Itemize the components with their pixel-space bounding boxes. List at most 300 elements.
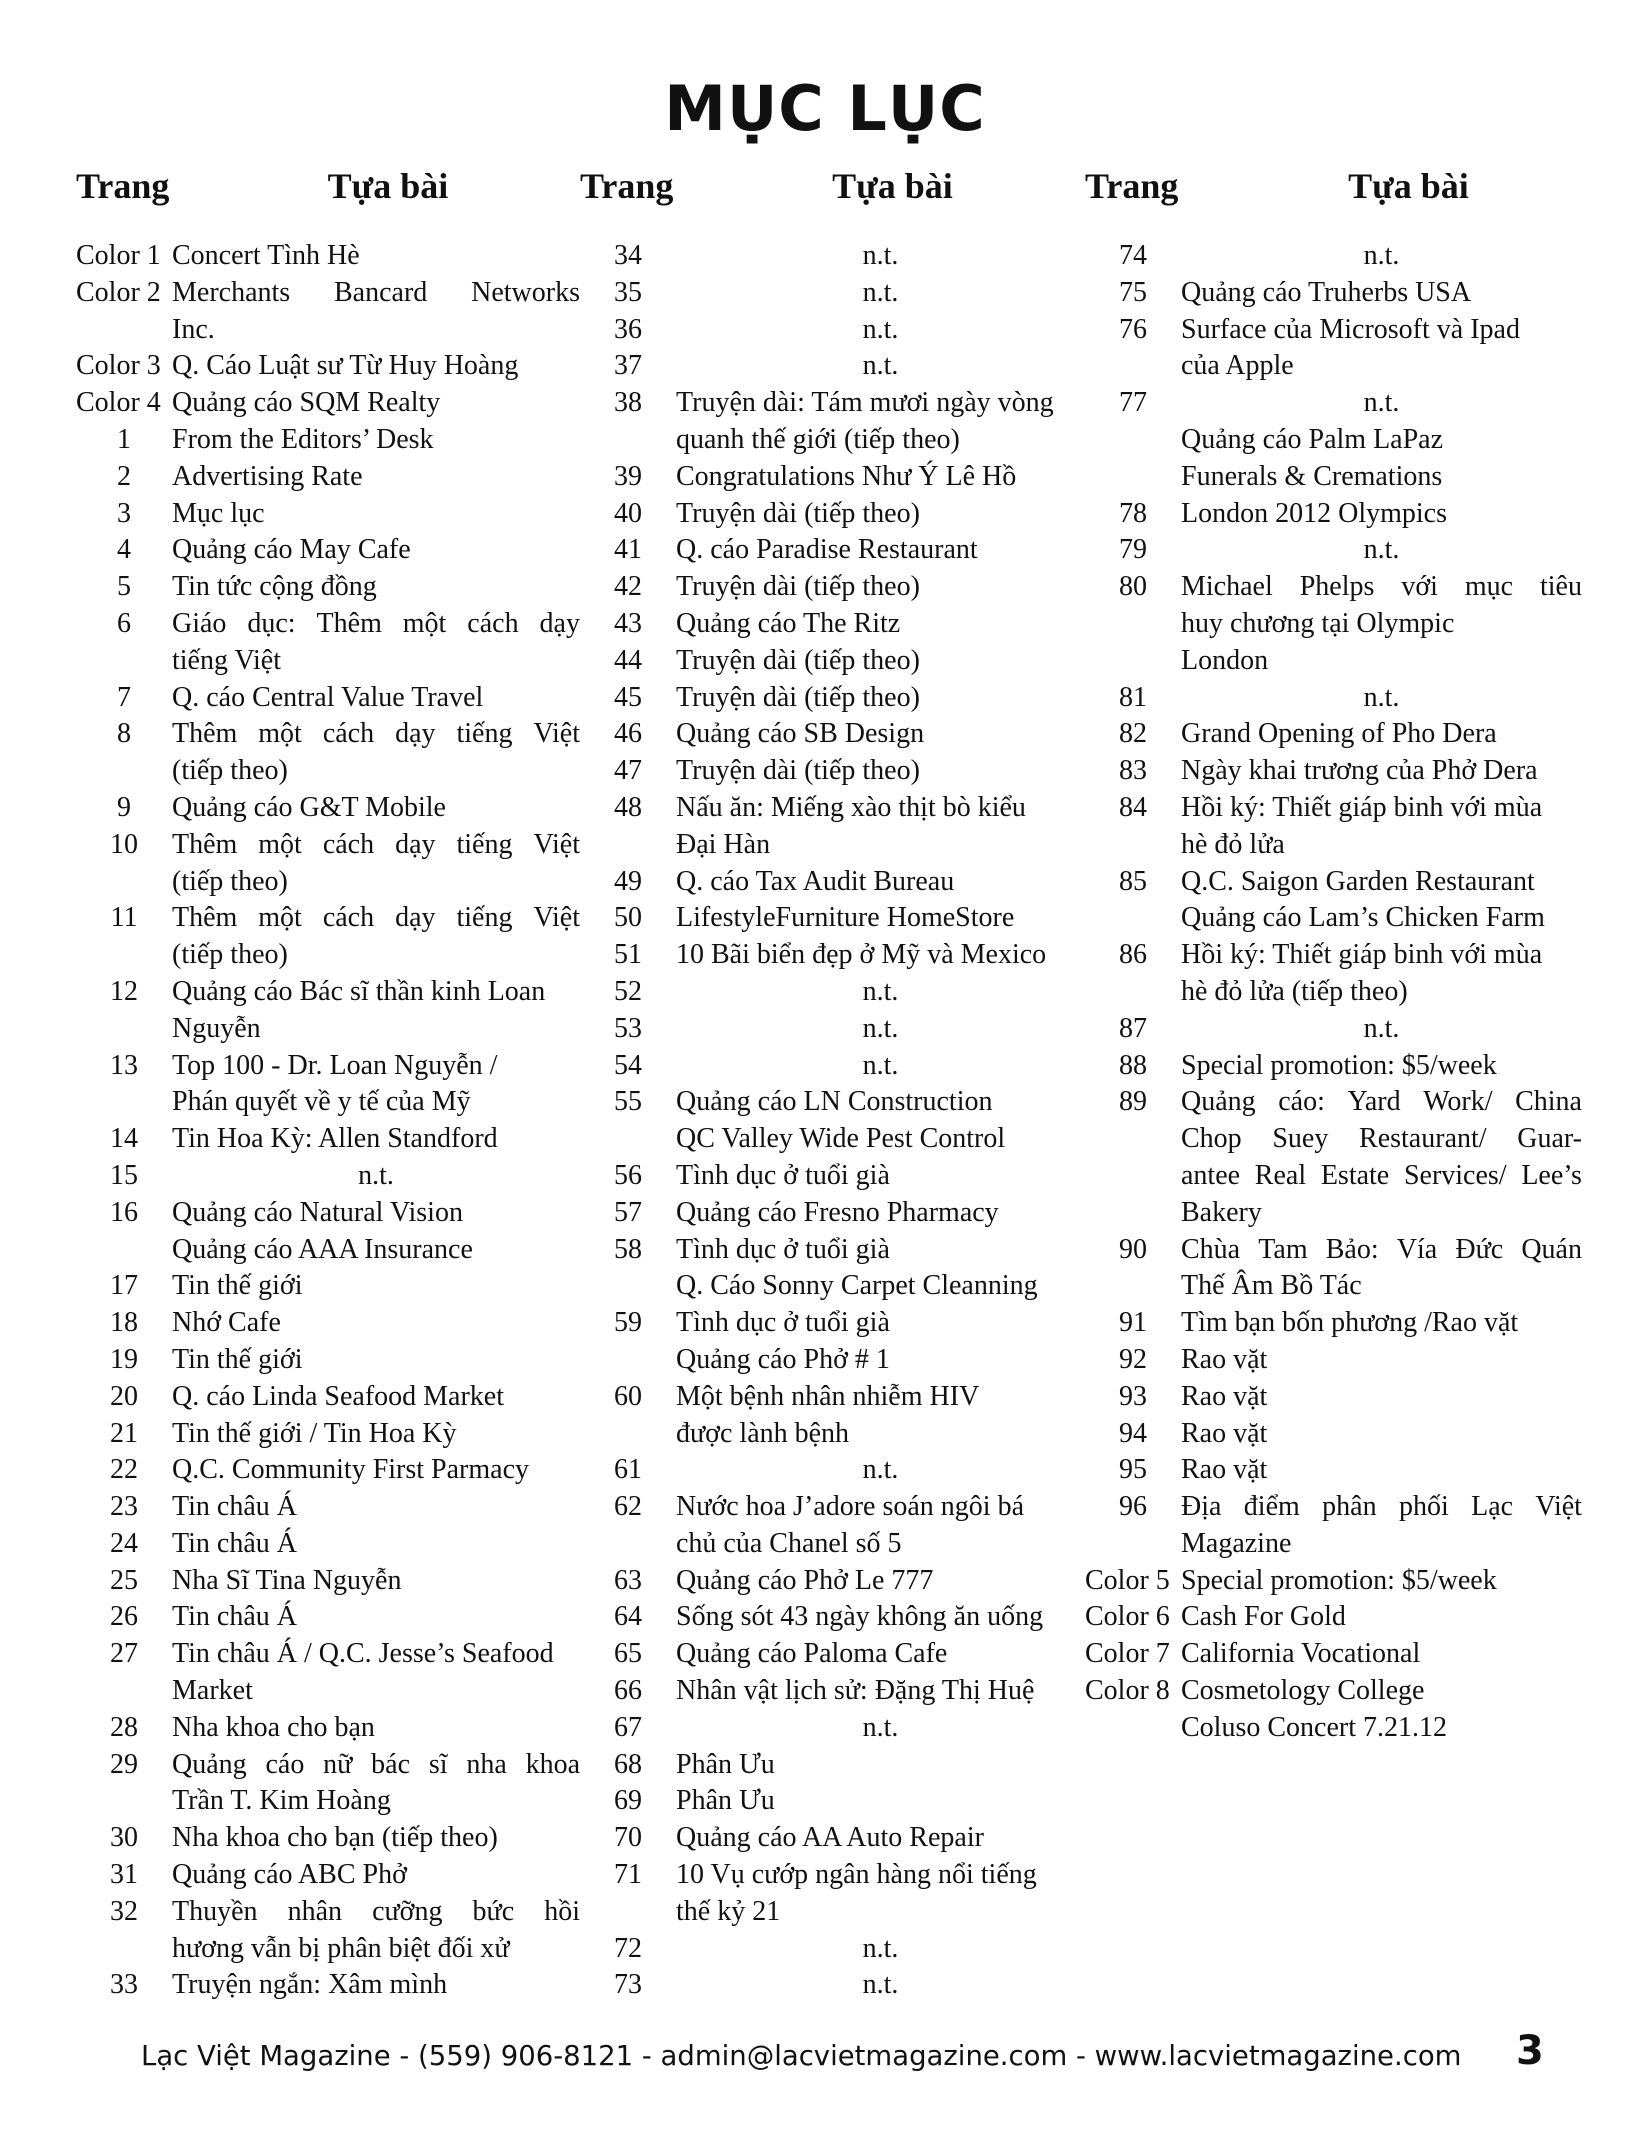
toc-page-number: Color 2 (76, 276, 161, 308)
toc-entry (580, 1048, 1085, 1085)
toc-entry (1085, 1416, 1582, 1453)
toc-page-number: 33 (110, 1969, 138, 2001)
toc-title: Funerals & Cremations (1181, 460, 1443, 492)
toc-entry (580, 1379, 1085, 1416)
toc-title: London (1181, 644, 1269, 676)
toc-title: Quảng cáo May Cafe (172, 534, 411, 566)
toc-entry (76, 1416, 580, 1453)
toc-page-number (580, 1894, 676, 1931)
toc-title: Phân Ưu (676, 1748, 775, 1780)
toc-title: Rao vặt (1181, 1417, 1268, 1449)
toc-page-number: 82 (1119, 718, 1147, 750)
toc-title: n.t. (862, 276, 899, 308)
toc-title: Địa điểm phân phối Lạc Việt (1181, 1491, 1582, 1523)
toc-page-number: 20 (110, 1380, 138, 1412)
toc-page-number: 11 (110, 902, 138, 934)
toc-page-number: 35 (614, 276, 642, 308)
toc-title: Rao vặt (1181, 1454, 1268, 1486)
toc-entry (580, 1342, 1085, 1379)
toc-title: (tiếp theo) (172, 755, 288, 787)
toc-title: From the Editors’ Desk (172, 423, 434, 455)
toc-entry (76, 1526, 580, 1563)
toc-entry (1085, 1158, 1582, 1195)
toc-page-number: 72 (614, 1932, 642, 1964)
toc-entry (76, 1820, 580, 1857)
toc-entry (580, 974, 1085, 1011)
toc-page-number (76, 1931, 172, 1968)
toc-entry (1085, 1599, 1582, 1636)
toc-title: n.t. (862, 1049, 899, 1081)
toc-page-number: 88 (1119, 1049, 1147, 1081)
toc-entry (76, 900, 580, 937)
toc-title: Quảng cáo The Ritz (676, 607, 901, 639)
toc-entry (580, 1563, 1085, 1600)
toc-page-number: 28 (110, 1711, 138, 1743)
toc-page-number (1085, 422, 1181, 459)
toc-title: n.t. (862, 350, 899, 382)
toc-entry (76, 348, 580, 385)
toc-page-number (76, 937, 172, 974)
toc-title: Hồi ký: Thiết giáp binh với mùa (1181, 939, 1543, 971)
toc-page-number (76, 864, 172, 901)
toc-page-number: 95 (1119, 1454, 1147, 1486)
toc-title: Truyện dài (tiếp theo) (676, 497, 920, 529)
toc-title: n.t. (1363, 1012, 1400, 1044)
toc-entry (580, 459, 1085, 496)
toc-entry (580, 790, 1085, 827)
toc-entry (76, 1342, 580, 1379)
toc-entry (580, 1121, 1085, 1158)
toc-page-number: 30 (110, 1822, 138, 1854)
toc-title: Tin châu Á / Q.C. Jesse’s Seafood (172, 1638, 554, 1670)
toc-title: Merchants Bancard Networks (172, 276, 580, 308)
toc-page-number: 31 (110, 1859, 138, 1891)
toc-title: Truyện ngắn: Xâm mình (172, 1969, 448, 2001)
toc-page-number (580, 1342, 676, 1379)
toc-column-1 (76, 156, 580, 2004)
page-number: 3 (1516, 2028, 1544, 2074)
toc-page-number (580, 1268, 676, 1305)
toc-page-number: Color 8 (1085, 1675, 1170, 1707)
toc-entry (76, 1084, 580, 1121)
toc-title: Quảng cáo ABC Phở (172, 1859, 407, 1891)
toc-page-number: 7 (117, 681, 131, 713)
toc-page-number: Color 7 (1085, 1638, 1170, 1670)
toc-title: Nước hoa J’adore soán ngôi bá (676, 1491, 1024, 1523)
toc-page-number: 44 (614, 644, 642, 676)
toc-page-number: 61 (614, 1454, 642, 1486)
toc-page-number: 22 (110, 1454, 138, 1486)
toc-entry (1085, 1048, 1582, 1085)
toc-entry (580, 312, 1085, 349)
toc-title: Tình dục ở tuổi già (676, 1233, 890, 1265)
toc-title: Truyện dài (tiếp theo) (676, 571, 920, 603)
toc-page-number: 14 (110, 1123, 138, 1155)
toc-page-number (76, 1011, 172, 1048)
toc-page-number: 79 (1119, 534, 1147, 566)
toc-page-number: 38 (614, 387, 642, 419)
toc-entry (76, 864, 580, 901)
toc-page-number: 51 (614, 939, 642, 971)
toc-entry (76, 312, 580, 349)
column-header (580, 156, 1085, 216)
toc-entry (580, 827, 1085, 864)
toc-entry (580, 348, 1085, 385)
toc-page-number: 5 (117, 571, 131, 603)
toc-title: Quảng cáo Lam’s Chicken Farm (1181, 902, 1545, 934)
toc-page-number: 19 (110, 1343, 138, 1375)
toc-entry (76, 422, 580, 459)
toc-page-number: 39 (614, 460, 642, 492)
toc-page-number: 17 (110, 1270, 138, 1302)
toc-page-number: 64 (614, 1601, 642, 1633)
toc-entry (76, 1747, 580, 1784)
toc-page-number: 13 (110, 1049, 138, 1081)
toc-title: Tin châu Á (172, 1601, 297, 1633)
toc-page-number (1085, 1268, 1181, 1305)
toc-entry (580, 1599, 1085, 1636)
toc-title: hè đỏ lửa (1181, 828, 1285, 860)
toc-entry (580, 238, 1085, 275)
toc-page-number: 89 (1119, 1086, 1147, 1118)
toc-entry (580, 1894, 1085, 1931)
toc-entry (76, 275, 580, 312)
toc-title: QC Valley Wide Pest Control (676, 1123, 1006, 1155)
toc-title: Michael Phelps với mục tiêu (1181, 571, 1582, 603)
toc-page-number: 26 (110, 1601, 138, 1633)
toc-page-number: 47 (614, 755, 642, 787)
toc-title: Quảng cáo Fresno Pharmacy (676, 1196, 999, 1228)
toc-title: London 2012 Olympics (1181, 497, 1447, 529)
toc-page-number: 27 (110, 1638, 138, 1670)
toc-title: n.t. (862, 975, 899, 1007)
toc-title: Truyện dài: Tám mươi ngày vòng (676, 387, 1054, 419)
toc-page-number: 71 (614, 1859, 642, 1891)
toc-entry (76, 1489, 580, 1526)
toc-page-number: 49 (614, 865, 642, 897)
toc-title: Tin châu Á (172, 1527, 297, 1559)
toc-title: n.t. (358, 1159, 394, 1191)
toc-page-number (1085, 459, 1181, 496)
toc-rows (76, 238, 580, 2004)
toc-entry (1085, 680, 1582, 717)
toc-entry (76, 1232, 580, 1269)
toc-title: Một bệnh nhân nhiễm HIV (676, 1380, 980, 1412)
toc-page-number (76, 1232, 172, 1269)
page-title: MỤC LỤC (664, 72, 986, 145)
toc-page-number: 83 (1119, 755, 1147, 787)
toc-entry (580, 422, 1085, 459)
toc-title: Advertising Rate (172, 460, 363, 492)
toc-entry (1085, 532, 1582, 569)
toc-entry (580, 1232, 1085, 1269)
toc-entry (1085, 1563, 1582, 1600)
toc-title: Quảng cáo Bác sĩ thần kinh Loan (172, 975, 546, 1007)
toc-page-number: 74 (1119, 240, 1147, 271)
toc-entry (580, 1967, 1085, 2004)
toc-entry (1085, 1452, 1582, 1489)
toc-page-number: Color 4 (76, 387, 161, 419)
toc-title: Congratulations Như Ý Lê Hồ (676, 460, 1017, 492)
toc-entry (1085, 716, 1582, 753)
toc-entry (76, 1048, 580, 1085)
toc-entry (76, 1195, 580, 1232)
toc-title: Giáo dục: Thêm một cách dạy (172, 607, 580, 639)
toc-page-number (580, 1121, 676, 1158)
toc-title: tiếng Việt (172, 644, 282, 676)
toc-title: Tin thế giới (172, 1270, 303, 1302)
toc-title: Tin châu Á (172, 1491, 297, 1523)
toc-page-number: 92 (1119, 1343, 1147, 1375)
header-title-label: Tựa bài (1348, 166, 1469, 206)
toc-page-number (1085, 1195, 1181, 1232)
toc-title: Chop Suey Restaurant/ Guar- (1181, 1123, 1582, 1155)
toc-page-number: 32 (110, 1895, 138, 1927)
toc-title: Thuyền nhân cưỡng bức hồi (172, 1895, 580, 1927)
toc-page-number: 54 (614, 1049, 642, 1081)
toc-entry (76, 937, 580, 974)
toc-page-number: 57 (614, 1196, 642, 1228)
toc-entry (580, 1268, 1085, 1305)
toc-title: Special promotion: $5/week (1181, 1564, 1497, 1596)
toc-title: Quảng cáo LN Construction (676, 1086, 993, 1118)
toc-entry (580, 900, 1085, 937)
toc-title: Trần T. Kim Hoàng (172, 1785, 391, 1817)
toc-title: Chùa Tam Bảo: Vía Đức Quán (1181, 1233, 1582, 1265)
toc-title: Ngày khai trương của Phở Dera (1181, 755, 1538, 787)
toc-entry (1085, 1636, 1582, 1673)
toc-entry (1085, 606, 1582, 643)
toc-title: n.t. (1363, 681, 1400, 713)
toc-entry (580, 1158, 1085, 1195)
toc-title: 10 Vụ cướp ngân hàng nổi tiếng (676, 1859, 1037, 1891)
toc-entry (580, 1636, 1085, 1673)
toc-entry (580, 1673, 1085, 1710)
toc-title: được lành bệnh (676, 1417, 850, 1449)
toc-title: Market (172, 1675, 253, 1707)
toc-page-number: 12 (110, 975, 138, 1007)
toc-page-number (1085, 900, 1181, 937)
toc-title: Q. cáo Central Value Travel (172, 681, 484, 713)
toc-title: Hồi ký: Thiết giáp binh với mùa (1181, 791, 1543, 823)
toc-title: Tìm bạn bốn phương /Rao vặt (1181, 1307, 1519, 1339)
toc-entry (580, 532, 1085, 569)
toc-entry (1085, 312, 1582, 349)
toc-entry (76, 385, 580, 422)
toc-entry (1085, 1526, 1582, 1563)
header-page-label: Trang (1085, 166, 1179, 206)
toc-entry (1085, 422, 1582, 459)
toc-title: California Vocational (1181, 1638, 1421, 1670)
toc-title: n.t. (862, 313, 899, 345)
toc-title: Thêm một cách dạy tiếng Việt (172, 718, 580, 750)
toc-title: Special promotion: $5/week (1181, 1049, 1497, 1081)
toc-title: hương vẫn bị phân biệt đối xử (172, 1932, 510, 1964)
column-header (1085, 156, 1582, 216)
toc-title: Nấu ăn: Miếng xào thịt bò kiểu (676, 791, 1026, 823)
toc-page-number (580, 827, 676, 864)
toc-entry (580, 385, 1085, 422)
toc-page-number: 40 (614, 497, 642, 529)
toc-page-number (76, 1783, 172, 1820)
toc-page-number (1085, 348, 1181, 385)
toc-entry (580, 1452, 1085, 1489)
toc-entry (580, 569, 1085, 606)
toc-title: Q. cáo Linda Seafood Market (172, 1380, 504, 1412)
toc-page-number: 16 (110, 1196, 138, 1228)
toc-title: Quảng cáo SB Design (676, 718, 925, 750)
toc-entry (1085, 1305, 1582, 1342)
toc-title: Q. cáo Tax Audit Bureau (676, 865, 955, 897)
toc-title: Rao vặt (1181, 1380, 1268, 1412)
toc-title: quanh thế giới (tiếp theo) (676, 423, 960, 455)
toc-page-number: 81 (1119, 681, 1147, 713)
toc-title: Đại Hàn (676, 828, 771, 860)
toc-entry (1085, 385, 1582, 422)
toc-title: Quảng cáo Paloma Cafe (676, 1638, 948, 1670)
toc-entry (1085, 459, 1582, 496)
column-header (76, 156, 580, 216)
toc-title: Cash For Gold (1181, 1601, 1346, 1633)
toc-page-number (1085, 827, 1181, 864)
toc-title: Rao vặt (1181, 1343, 1268, 1375)
toc-title: Mục lục (172, 497, 265, 529)
toc-entry (76, 680, 580, 717)
toc-title: thế kỷ 21 (676, 1895, 781, 1927)
toc-page-number: 29 (110, 1748, 138, 1780)
toc-rows (1085, 238, 1582, 1747)
toc-entry (76, 1305, 580, 1342)
toc-entry (76, 716, 580, 753)
toc-page-number: 56 (614, 1159, 642, 1191)
toc-entry (76, 1857, 580, 1894)
toc-page-number: 15 (110, 1159, 138, 1191)
toc-page-number: 87 (1119, 1012, 1147, 1044)
toc-entry (76, 569, 580, 606)
toc-entry (1085, 937, 1582, 974)
toc-entry (76, 1452, 580, 1489)
toc-entry (580, 643, 1085, 680)
toc-title: chủ của Chanel số 5 (676, 1527, 902, 1559)
toc-page-number: 41 (614, 534, 642, 566)
toc-title: Q. Cáo Sonny Carpet Cleanning (676, 1270, 1038, 1302)
toc-entry (76, 1931, 580, 1968)
toc-title: Q. Cáo Luật sư Từ Huy Hoàng (172, 350, 519, 382)
toc-title: Bakery (1181, 1196, 1262, 1228)
toc-entry (76, 1563, 580, 1600)
toc-page-number: 96 (1119, 1491, 1147, 1523)
toc-entry (580, 606, 1085, 643)
toc-title: Tin thế giới / Tin Hoa Kỳ (172, 1417, 457, 1449)
toc-title: Nguyễn (172, 1012, 261, 1044)
toc-title: Nha khoa cho bạn (tiếp theo) (172, 1822, 498, 1854)
toc-entry (76, 459, 580, 496)
toc-title: n.t. (862, 1454, 899, 1486)
toc-title: n.t. (1363, 240, 1400, 271)
toc-page-number: 91 (1119, 1307, 1147, 1339)
toc-entry (580, 1820, 1085, 1857)
toc-page-number: 8 (117, 718, 131, 750)
toc-entry (1085, 275, 1582, 312)
toc-page-number: 3 (117, 497, 131, 529)
toc-page-number: 42 (614, 571, 642, 603)
toc-title: Quảng cáo Natural Vision (172, 1196, 463, 1228)
toc-entry (580, 1783, 1085, 1820)
toc-entry (1085, 1084, 1582, 1121)
toc-title: n.t. (1363, 534, 1400, 566)
toc-title: Q.C. Saigon Garden Restaurant (1181, 865, 1535, 897)
toc-entry (580, 1747, 1085, 1784)
toc-title: Tình dục ở tuổi già (676, 1307, 890, 1339)
toc-title: huy chương tại Olympic (1181, 607, 1455, 639)
toc-entry (1085, 1011, 1582, 1048)
toc-title: Nhớ Cafe (172, 1307, 281, 1339)
toc-title: n.t. (862, 1711, 899, 1743)
toc-page-number: 1 (117, 423, 131, 455)
toc-entry (76, 643, 580, 680)
toc-entry (1085, 238, 1582, 275)
toc-title: LifestyleFurniture HomeStore (676, 902, 1015, 934)
toc-entry (580, 496, 1085, 533)
toc-title: Tin Hoa Kỳ: Allen Standford (172, 1123, 498, 1155)
toc-page-number: 24 (110, 1527, 138, 1559)
toc-page-number: 69 (614, 1785, 642, 1817)
toc-title: của Apple (1181, 350, 1294, 382)
toc-title: Thêm một cách dạy tiếng Việt (172, 828, 580, 860)
toc-entry (76, 606, 580, 643)
toc-page-number (1085, 1526, 1181, 1563)
toc-page-number: 78 (1119, 497, 1147, 529)
toc-entry (76, 1967, 580, 2004)
toc-page-number: 34 (614, 240, 642, 271)
toc-title: Quảng cáo AAA Insurance (172, 1233, 473, 1265)
toc-entry (580, 1195, 1085, 1232)
toc-title: n.t. (1363, 387, 1400, 419)
toc-page-number: 23 (110, 1491, 138, 1523)
toc-entry (76, 496, 580, 533)
toc-page-number (76, 1084, 172, 1121)
toc-page-number (1085, 1121, 1181, 1158)
toc-page-number: 55 (614, 1086, 642, 1118)
toc-title: Truyện dài (tiếp theo) (676, 755, 920, 787)
toc-title: Quảng cáo Palm LaPaz (1181, 423, 1444, 455)
toc-entry (76, 1121, 580, 1158)
toc-title: Tình dục ở tuổi già (676, 1159, 890, 1191)
toc-entry (580, 1084, 1085, 1121)
toc-title: Phân Ưu (676, 1785, 775, 1817)
toc-entry (1085, 1232, 1582, 1269)
toc-entry (76, 532, 580, 569)
toc-entry (580, 1305, 1085, 1342)
toc-title: Inc. (172, 313, 215, 345)
toc-page-number: 67 (614, 1711, 642, 1743)
toc-title: n.t. (862, 1969, 899, 2001)
toc-entry (76, 1673, 580, 1710)
toc-page-number: 2 (117, 460, 131, 492)
toc-title: Grand Opening of Pho Dera (1181, 718, 1497, 750)
toc-page-number: 58 (614, 1233, 642, 1265)
toc-title: Quảng cáo Phở Le 777 (676, 1564, 934, 1596)
toc-title: Tin thế giới (172, 1343, 303, 1375)
toc-entry (76, 974, 580, 1011)
toc-title: Truyện dài (tiếp theo) (676, 644, 920, 676)
toc-title: Cosmetology College (1181, 1675, 1425, 1707)
toc-page-number: 93 (1119, 1380, 1147, 1412)
toc-entry (1085, 348, 1582, 385)
toc-entry (1085, 1268, 1582, 1305)
toc-entry (580, 275, 1085, 312)
footer-contact: Lạc Việt Magazine - (559) 906-8121 - admin@lacvietmagazine.com - www.lacvietmagazine.com (141, 2040, 1462, 2072)
